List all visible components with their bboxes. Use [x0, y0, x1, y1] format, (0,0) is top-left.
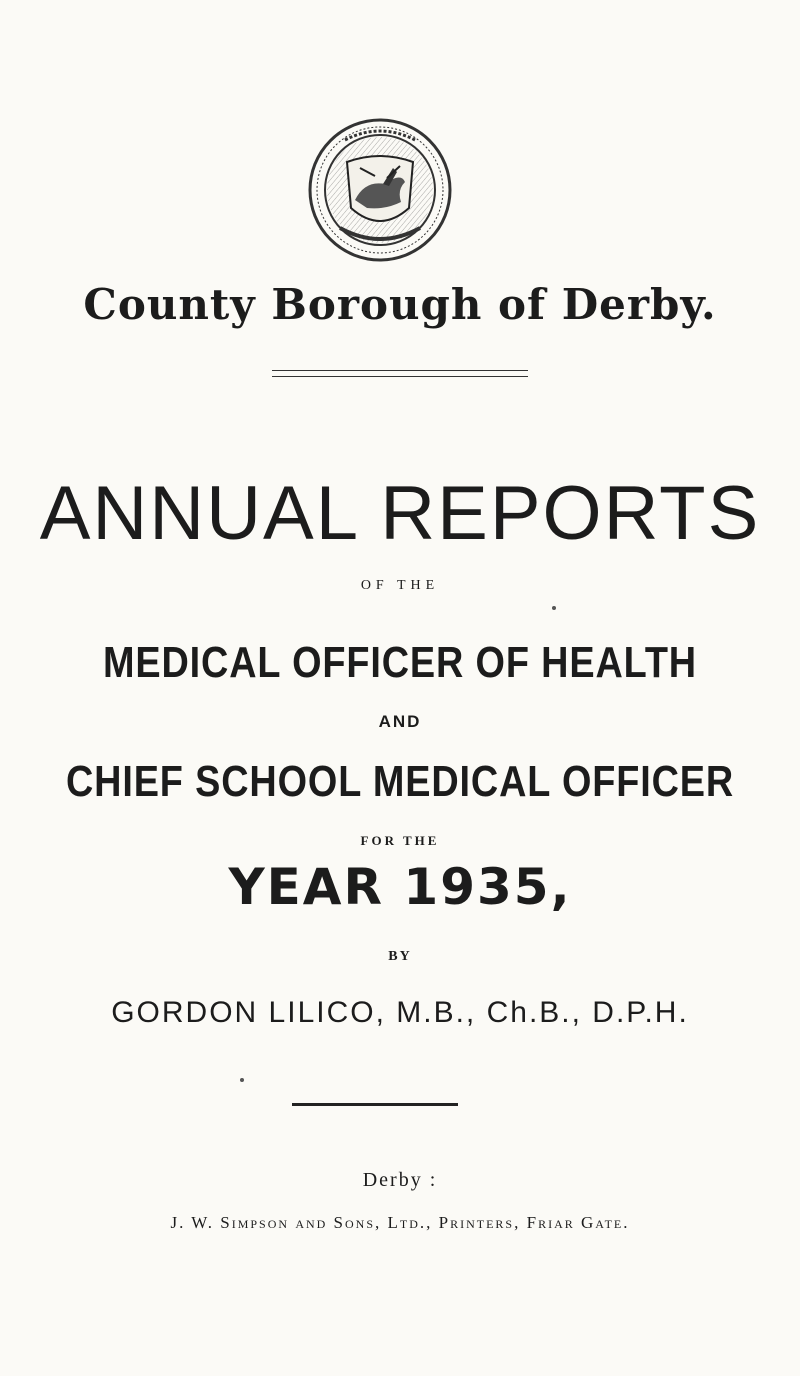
report-title: ANNUAL REPORTS	[39, 471, 761, 556]
of-the-label: OF THE	[360, 578, 440, 593]
office-title-moh: MEDICAL OFFICER OF HEALTH	[103, 638, 697, 687]
thick-rule-divider	[292, 1103, 458, 1106]
by-label: BY	[388, 949, 412, 964]
office-title-csmo: CHIEF SCHOOL MEDICAL OFFICER	[65, 757, 735, 806]
borough-seal-icon	[305, 110, 455, 270]
borough-name: County Borough of Derby.	[83, 280, 717, 329]
report-year: YEAR 1935,	[228, 858, 572, 916]
print-speck	[552, 606, 556, 610]
print-speck	[240, 1078, 244, 1082]
double-rule-divider	[272, 370, 528, 377]
and-label: AND	[378, 712, 422, 731]
for-the-label: FOR THE	[360, 833, 440, 848]
imprint-printer: J. W. Simpson and Sons, Ltd., Printers, Friar Gate.	[170, 1213, 630, 1232]
author-name: GORDON LILICO, M.B., Ch.B., D.P.H.	[111, 996, 689, 1029]
imprint-place: Derby :	[362, 1169, 438, 1191]
